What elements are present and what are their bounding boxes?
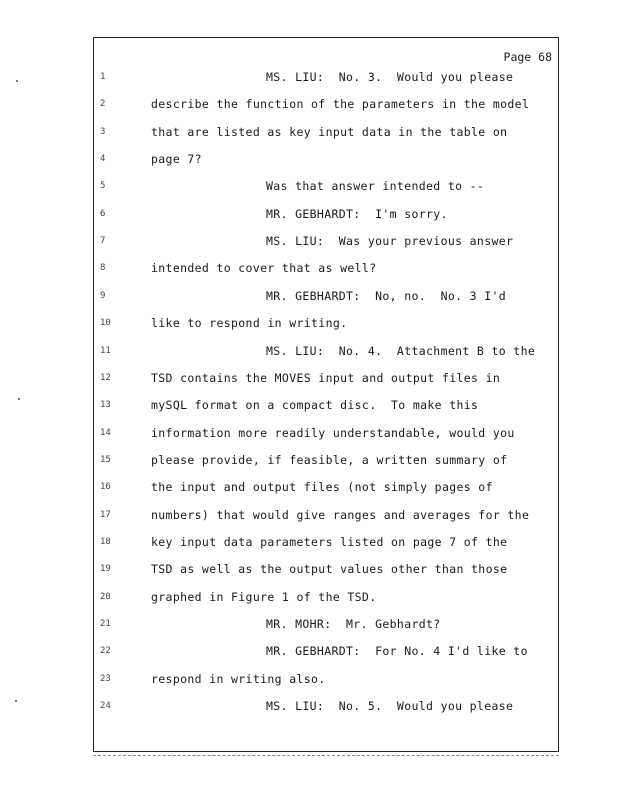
line-number: 17 (100, 509, 111, 520)
line-number: 5 (100, 181, 106, 192)
line-text: respond in writing also. (151, 671, 326, 686)
line-number: 22 (100, 646, 111, 657)
line-number: 16 (100, 482, 111, 493)
transcript-line (0, 316, 618, 336)
line-text: TSD contains the MOVES input and output files in (151, 370, 501, 385)
line-text: numbers) that would give ranges and averages for the (151, 507, 530, 522)
line-text: MR. GEBHARDT: I'm sorry. (266, 206, 448, 221)
line-text: page 7? (151, 152, 202, 167)
line-text: key input data parameters listed on page 7 of the (151, 534, 508, 549)
margin-speck (16, 80, 18, 82)
line-number: 14 (100, 427, 111, 438)
line-text: please provide, if feasible, a written summary of (151, 452, 508, 467)
transcript-line (0, 125, 618, 145)
line-number: 18 (100, 536, 111, 547)
margin-speck (15, 700, 17, 702)
footer-rule (93, 755, 559, 756)
line-number: 11 (100, 345, 111, 356)
line-text: MS. LIU: Was your previous answer (266, 234, 514, 249)
transcript-line (0, 207, 618, 227)
line-number: 8 (100, 263, 106, 274)
transcript-line (0, 562, 618, 582)
page-number: Page 68 (503, 50, 552, 64)
transcript-line (0, 590, 618, 610)
line-text: information more readily understandable, would you (151, 425, 515, 440)
line-text: that are listed as key input data in the table on (151, 124, 508, 139)
transcript-line (0, 344, 618, 364)
line-number: 6 (100, 208, 106, 219)
transcript-line (0, 152, 618, 172)
line-text: TSD as well as the output values other than those (151, 562, 508, 577)
transcript-line (0, 672, 618, 692)
line-number: 12 (100, 372, 111, 383)
line-text: intended to cover that as well? (151, 261, 377, 276)
line-number: 9 (100, 290, 106, 301)
transcript-line (0, 70, 618, 90)
line-number: 19 (100, 564, 111, 575)
line-number: 15 (100, 454, 111, 465)
line-number: 2 (100, 99, 106, 110)
line-number: 10 (100, 318, 111, 329)
transcript-line (0, 508, 618, 528)
line-text: MR. GEBHARDT: No, no. No. 3 I'd (266, 288, 507, 303)
line-number: 20 (100, 591, 111, 602)
transcript-line (0, 179, 618, 199)
line-number: 13 (100, 400, 111, 411)
transcript-line (0, 97, 618, 117)
line-text: the input and output files (not simply pages of (151, 480, 493, 495)
transcript-line (0, 289, 618, 309)
line-text: like to respond in writing. (151, 316, 348, 331)
line-text: MS. LIU: No. 4. Attachment B to the (266, 343, 536, 358)
transcript-line (0, 644, 618, 664)
transcript-line (0, 699, 618, 719)
transcript-line (0, 371, 618, 391)
line-text: MS. LIU: No. 3. Would you please (266, 70, 514, 84)
line-text: MS. LIU: No. 5. Would you please (266, 699, 514, 714)
line-text: mySQL format on a compact disc. To make this (151, 398, 479, 413)
line-number: 3 (100, 126, 106, 137)
line-text: graphed in Figure 1 of the TSD. (151, 589, 377, 604)
transcript-line (0, 617, 618, 637)
line-number: 21 (100, 619, 111, 629)
transcript-line (0, 426, 618, 446)
line-text: Was that answer intended to -- (266, 179, 485, 194)
line-text: MR. GEBHARDT: For No. 4 I'd like to (266, 644, 528, 659)
transcript-line (0, 480, 618, 500)
transcript-line (0, 535, 618, 555)
transcript-line (0, 398, 618, 418)
line-number: 23 (100, 673, 111, 684)
transcript-line (0, 234, 618, 254)
transcript-line (0, 453, 618, 473)
margin-speck (18, 398, 20, 400)
line-text: MR. MOHR: Mr. Gebhardt? (266, 617, 441, 631)
line-number: 1 (100, 72, 106, 82)
line-number: 24 (100, 701, 111, 712)
line-text: describe the function of the parameters in the model (151, 97, 530, 112)
transcript-line (0, 261, 618, 281)
line-number: 7 (100, 236, 106, 247)
line-number: 4 (100, 154, 106, 165)
